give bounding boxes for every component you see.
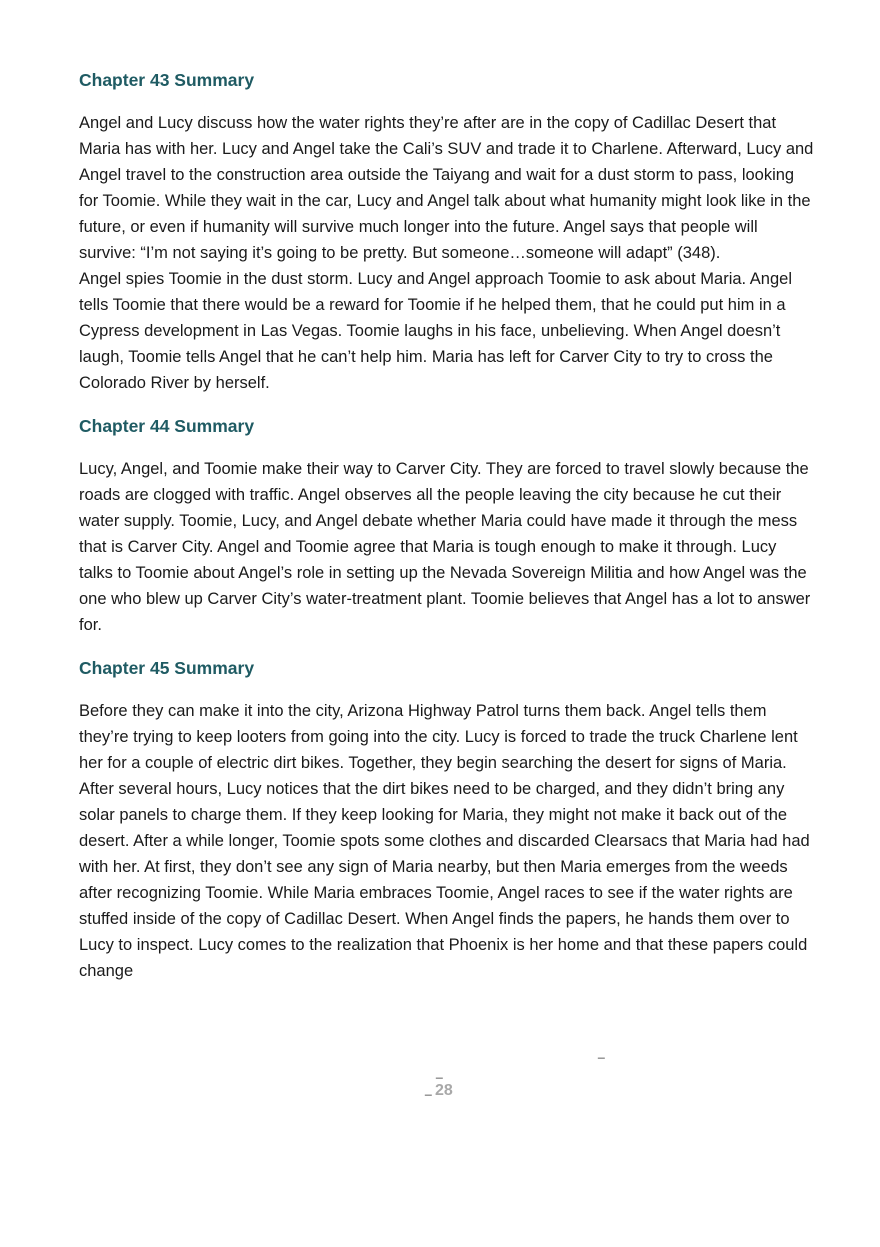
footer-dash-mark: _ bbox=[436, 1065, 443, 1079]
footer-dash-mark: _ bbox=[598, 1045, 605, 1059]
chapter-44-paragraph-1: Lucy, Angel, and Toomie make their way to Carver City. They are forced to travel slowly because the roads are clogged with traffic. Angel observes all the people leaving the city because he cut their water supply. Toomie, Lucy, and Angel debate whether Maria could have made it through the mess that is Carver City. Angel and Toomie agree that Maria is tough enough to make it through. Lucy talks to Toomie about Angel’s role in setting up the Nevada Sovereign Militia and how Angel was the one who blew up Carver City’s water-treatment plant. Toomie believes that Angel has a lot to answer for. bbox=[79, 460, 811, 634]
chapter-43-heading: Chapter 43 Summary bbox=[79, 70, 255, 90]
chapter-45-heading: Chapter 45 Summary bbox=[79, 658, 255, 678]
chapter-44-heading: Chapter 44 Summary bbox=[79, 416, 255, 436]
footer-dash-mark: _ bbox=[425, 1082, 432, 1096]
chapter-45-paragraph-1: Before they can make it into the city, Arizona Highway Patrol turns them back. Angel tells them they’re trying to keep looters from going into the city. Lucy is forced to trade the truck Charlene lent her for a couple of electric dirt bikes. Together, they begin searching the desert for signs of Maria. After several hours, Lucy notices that the dirt bikes need to be charged, and they didn’t bring any solar panels to charge them. If they keep looking for Maria, they might not make it back out of the desert. After a while longer, Toomie spots some clothes and discarded Clearsacs that Maria had had with her. At first, they don’t see any sign of Maria nearby, but then Maria emerges from the weeds after recognizing Toomie. While Maria embraces Toomie, Angel races to see if the water rights are stuffed inside of the copy of Cadillac Desert. When Angel finds the papers, he hands them over to Lucy to inspect. Lucy comes to the realization that Phoenix is her home and that these papers could change bbox=[79, 702, 810, 980]
page-number: 28 bbox=[435, 1082, 453, 1099]
document-page bbox=[79, 67, 814, 984]
chapter-43-paragraph-1: Angel and Lucy discuss how the water rights they’re after are in the copy of Cadillac Desert that Maria has with her. Lucy and Angel take the Cali’s SUV and trade it to Charlene. Afterward, Lucy and Angel travel to the construction area outside the Taiyang and wait for a dust storm to pass, looking for Toomie. While they wait in the car, Lucy and Angel talk about what humanity might look like in the future, or even if humanity will survive much longer into the future. Angel says that people will survive: “I’m not saying it’s going to be pretty. But someone…someone will adapt” (348). bbox=[79, 114, 814, 262]
chapter-43-paragraph-2: Angel spies Toomie in the dust storm. Lucy and Angel approach Toomie to ask about Maria. Angel tells Toomie that there would be a reward for Toomie if he helped them, that he could put him in a Cypress development in Las Vegas. Toomie laughs in his face, unbelieving. When Angel doesn’t laugh, Toomie tells Angel that he can’t help him. Maria has left for Carver City to try to cross the Colorado River by herself. bbox=[79, 270, 792, 392]
